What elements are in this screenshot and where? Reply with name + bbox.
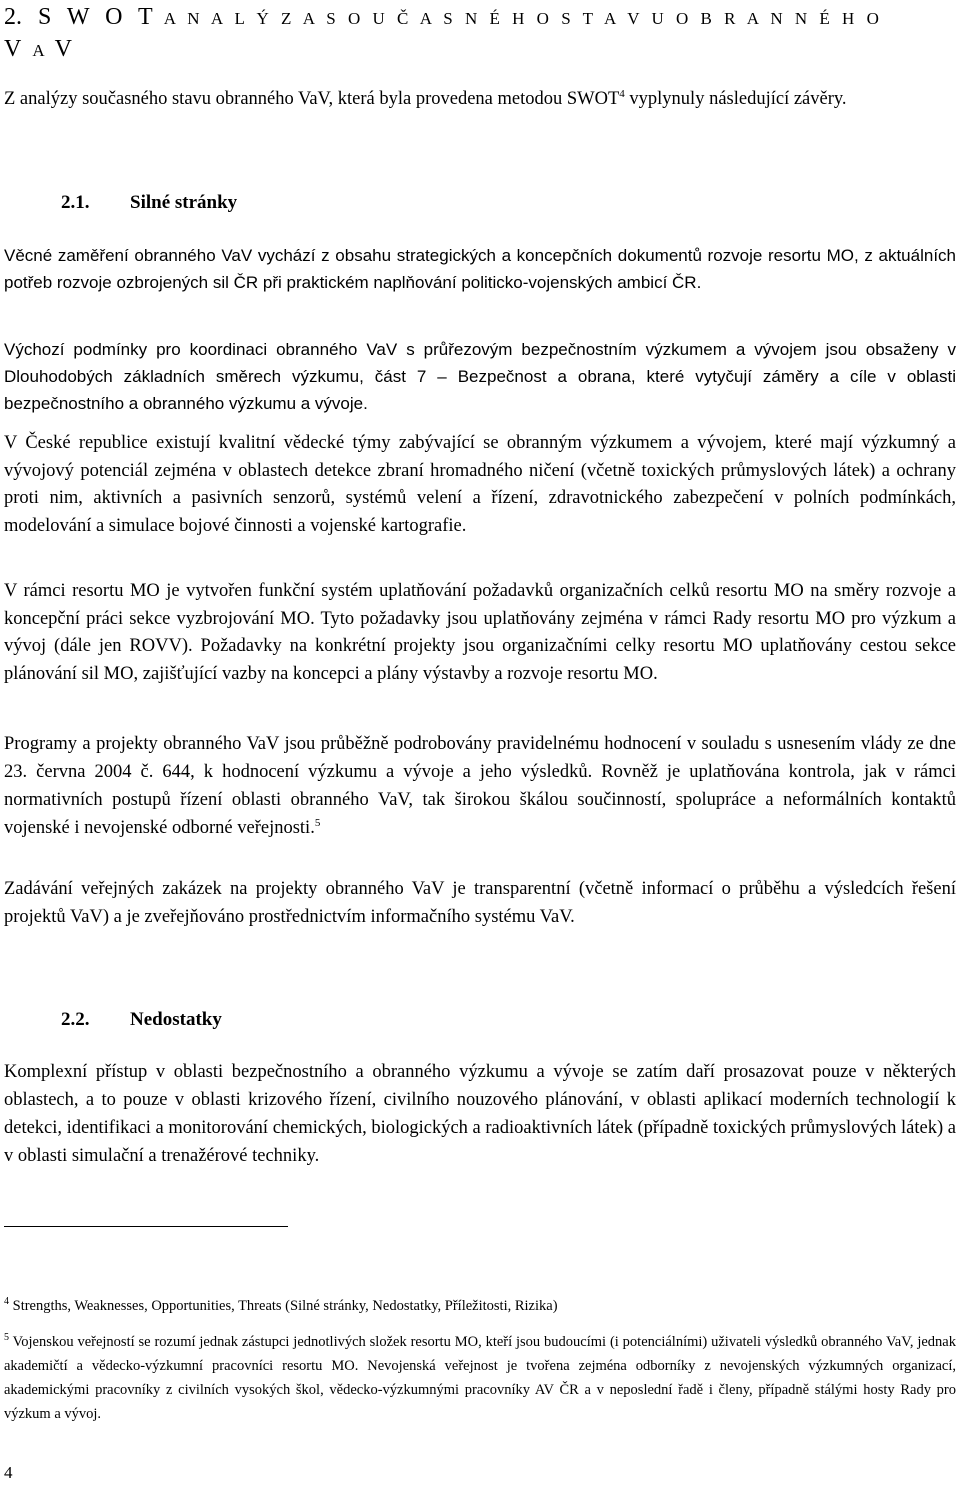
- section-heading-strengths: [61, 189, 238, 217]
- footnote: [4, 1294, 956, 1318]
- footnote-divider: [4, 1226, 288, 1227]
- footnote-text: Vojenskou veřejností se rozumí jednak zástupci jednotlivých složek resortu MO, kteří jsou budoucími (i potenciálními) uživateli výsledků obranného VaV, jednak akademičtí a vědecko-výzkumní pracovníci resortu MO. Nevojenská veřejnost je tvořena zejména odborníky z nevojenských výzkumných organizací, akademickými pracovníky z civilních vysokých škol, vědecko-výzkumnými pracovníky AV ČR a v neposlední řadě i členy, případně stálými hosty Rady pro výzkum a vývoj.: [4, 1334, 956, 1422]
- paragraph: Věcné zaměření obranného VaV vychází z obsahu strategických a koncepčních dokumentů rozvoje resortu MO, z aktuálních potřeb rozvoje ozbrojených sil ČR při praktickém naplňování politicko-vojenských ambicí ČR.: [4, 246, 956, 292]
- chapter-title-part: V: [4, 36, 27, 62]
- footnote-ref[interactable]: 4: [619, 87, 625, 100]
- chapter-title-part: V: [54, 36, 77, 62]
- footnote-text: Strengths, Weaknesses, Opportunities, Threats (Silné stránky, Nedostatky, Příležitosti, Rizika): [12, 1298, 558, 1314]
- paragraph: Komplexní přístup v oblasti bezpečnostního a obranného výzkumu a vývoje se zatím daří prosazovat pouze v některých oblastech, a to pouze v oblasti krizového řízení, civilního nouzového plánování, v oblasti aplikací moderních technologií k detekci, identifikaci a monitorování chemických, biologických a radioaktivních látek (případně toxických průmyslových látek) a v oblasti simulační a trenažérové techniky.: [4, 1062, 956, 1166]
- section-heading-weaknesses: [61, 1006, 222, 1034]
- chapter-heading: [4, 2, 954, 66]
- footnote-number: 5: [4, 1332, 9, 1344]
- section-number: 2.1.: [61, 192, 90, 213]
- paragraph: Programy a projekty obranného VaV jsou průběžně podrobovány pravidelnému hodnocení v souladu s usnesením vlády ze dne 23. června 2004 č. 644, k hodnocení výzkumu a vývoje a jeho výsledků. Rovněž je uplatňována kontrola, jak v rámci normativních postupů řízení oblasti obranného VaV, tak širokou škálou součinností, spolupráce a neformálních kontaktů vojenské i nevojenské odborné veřejnosti.: [4, 734, 956, 838]
- chapter-title-part: S W O T: [38, 4, 158, 30]
- section-title: Nedostatky: [130, 1009, 222, 1030]
- paragraph: V rámci resortu MO je vytvořen funkční systém uplatňování požadavků organizačních celků resortu MO na směry rozvoje a koncepční práci sekce vyzbrojování MO. Tyto požadavky jsou uplatňovány zejména v rámci Rady resortu MO pro výzkum a vývoj (dále jen ROVV). Požadavky na konkrétní projekty jsou organizačními celky resortu MO uplatňovány cestou sekce plánování sil MO, zajišťující vazby na koncepci a plány výstavby a rozvoje resortu MO.: [4, 581, 956, 684]
- footnote-number: 4: [4, 1296, 9, 1308]
- paragraph: Výchozí podmínky pro koordinaci obranného VaV s průřezovým bezpečnostním výzkumem a vývojem jsou obsaženy v Dlouhodobých základních směrech výzkumu, část 7 – Bezpečnost a obrana, které vytyčují záměry a cíle v oblasti bezpečnostního a obranného výzkumu a vývoje.: [4, 340, 956, 413]
- chapter-number: 2.: [4, 4, 22, 30]
- footnote: [4, 1330, 956, 1426]
- footnote-ref[interactable]: 5: [314, 816, 321, 829]
- intro-text: Z analýzy současného stavu obranného VaV, která byla provedena metodou SWOT: [4, 89, 620, 109]
- intro-text-end: vyplynuly následující závěry.: [624, 89, 847, 109]
- chapter-title-part: A N A L Ý Z A S O U Č A S N É H O S T A V U O B R A N N É H O: [163, 9, 883, 28]
- paragraph: V České republice existují kvalitní vědecké týmy zabývající se obranným výzkumem a vývojem, které mají výzkumný a vývojový potenciál zejména v oblastech detekce zbraní hromadného ničení (včetně toxických průmyslových látek) a ochrany proti nim, aktivních a pasivních senzorů, systémů velení a řízení, zdravotnického zabezpečení v polních podmínkách, modelování a simulace bojové činnosti a vojenské kartografie.: [4, 433, 956, 536]
- paragraph-with-footnote: [4, 730, 956, 842]
- section-title: Silné stránky: [130, 192, 238, 213]
- page-number: 4: [4, 1463, 13, 1482]
- chapter-title-part: A: [32, 41, 49, 60]
- section-number: 2.2.: [61, 1009, 90, 1030]
- paragraph: Zadávání veřejných zakázek na projekty obranného VaV je transparentní (včetně informací o průběhu a výsledcích řešení projektů VaV) a je zveřejňováno prostřednictvím informačního systému VaV.: [4, 879, 956, 927]
- intro-paragraph: [4, 84, 956, 115]
